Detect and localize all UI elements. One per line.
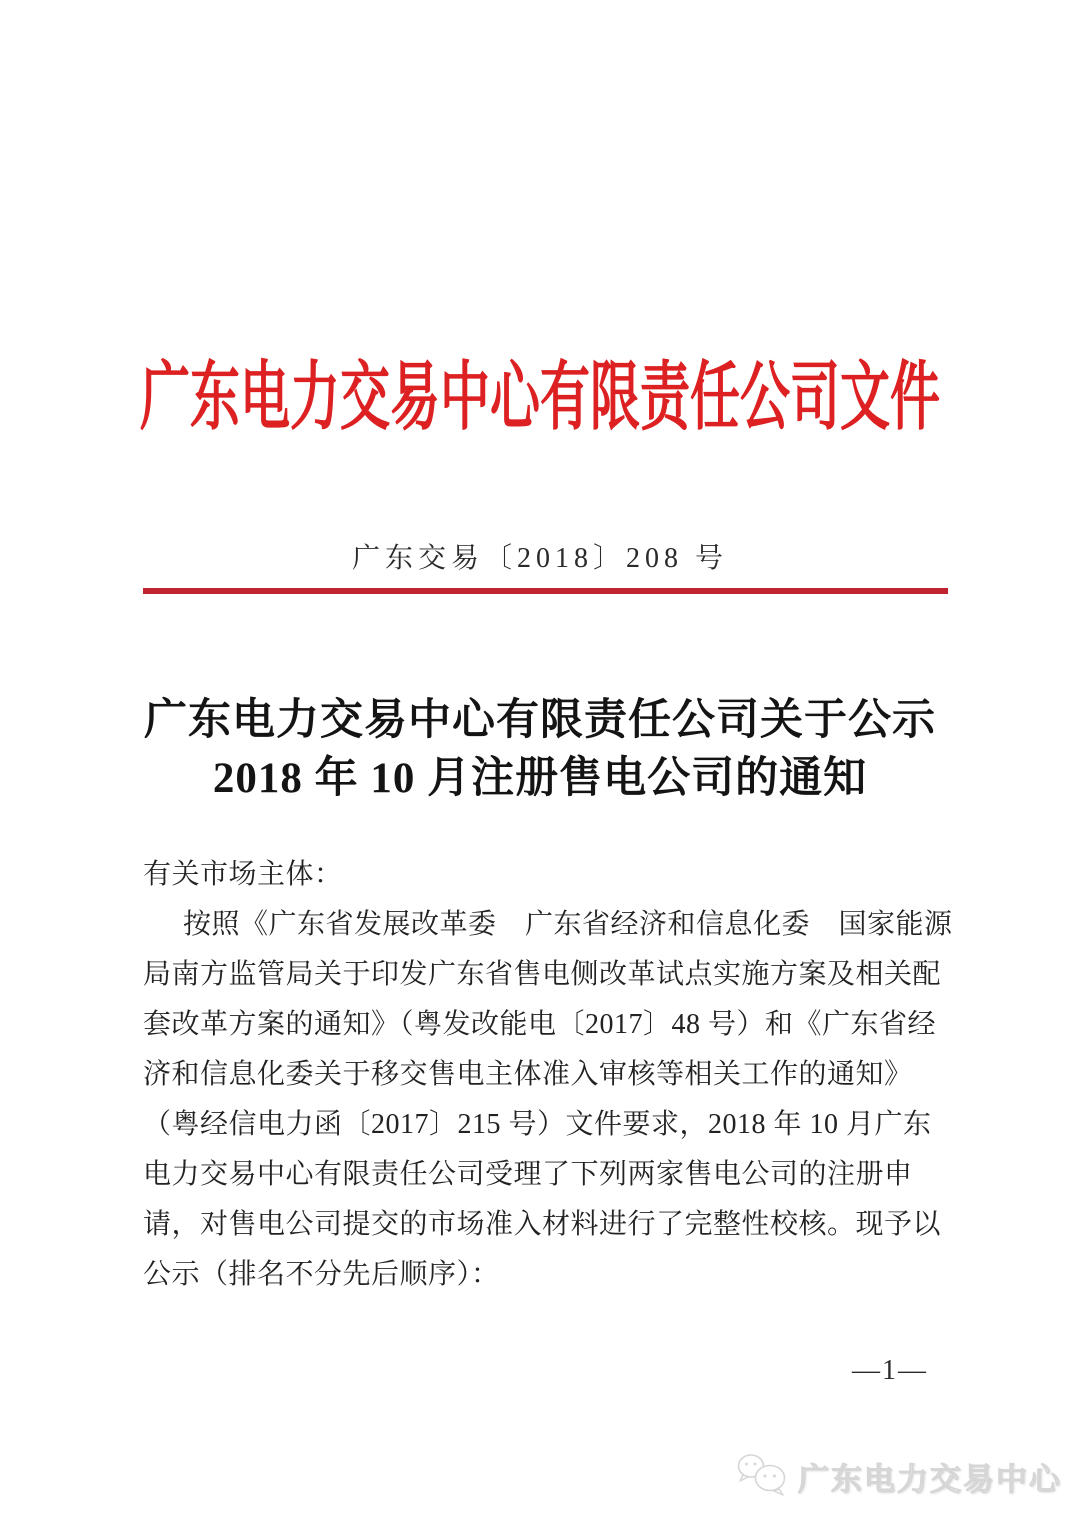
body-line: 局南方监管局关于印发广东省售电侧改革试点实施方案及相关配 [143,959,942,990]
watermark-text: 广东电力交易中心 [798,1462,1062,1497]
notice-title [0,692,1080,808]
document-number: 广东交易〔2018〕208 号 [351,543,728,574]
notice-title-line-1: 广东电力交易中心有限责任公司关于公示 [144,697,936,744]
body-line: （粤经信电力函〔2017〕215 号）文件要求，2018 年 10 月广东 [143,1109,932,1140]
red-separator-rule [143,588,948,594]
body-line: 按照《广东省发展改革委 广东省经济和信息化委 国家能源 [183,909,953,940]
body-line: 请，对售电公司提交的市场准入材料进行了完整性校核。现予以 [143,1209,942,1240]
body-line: 电力交易中心有限责任公司受理了下列两家售电公司的注册申 [143,1159,913,1190]
notice-title-line-2: 2018 年 10 月注册售电公司的通知 [212,755,868,802]
body-line: 套改革方案的通知》（粤发改能电〔2017〕48 号）和《广东省经 [143,1009,937,1040]
salutation: 有关市场主体： [143,859,343,890]
notice-body [143,850,955,1300]
wechat-icon [736,1450,790,1503]
letterhead-title: 广东电力交易中心有限责任公司文件 [140,355,940,439]
publisher-watermark [736,1450,1062,1503]
body-line: 济和信息化委关于移交售电主体准入审核等相关工作的通知》 [143,1059,913,1090]
page-number: —1— [852,1355,928,1386]
body-line: 公示（排名不分先后顺序）： [143,1259,500,1290]
